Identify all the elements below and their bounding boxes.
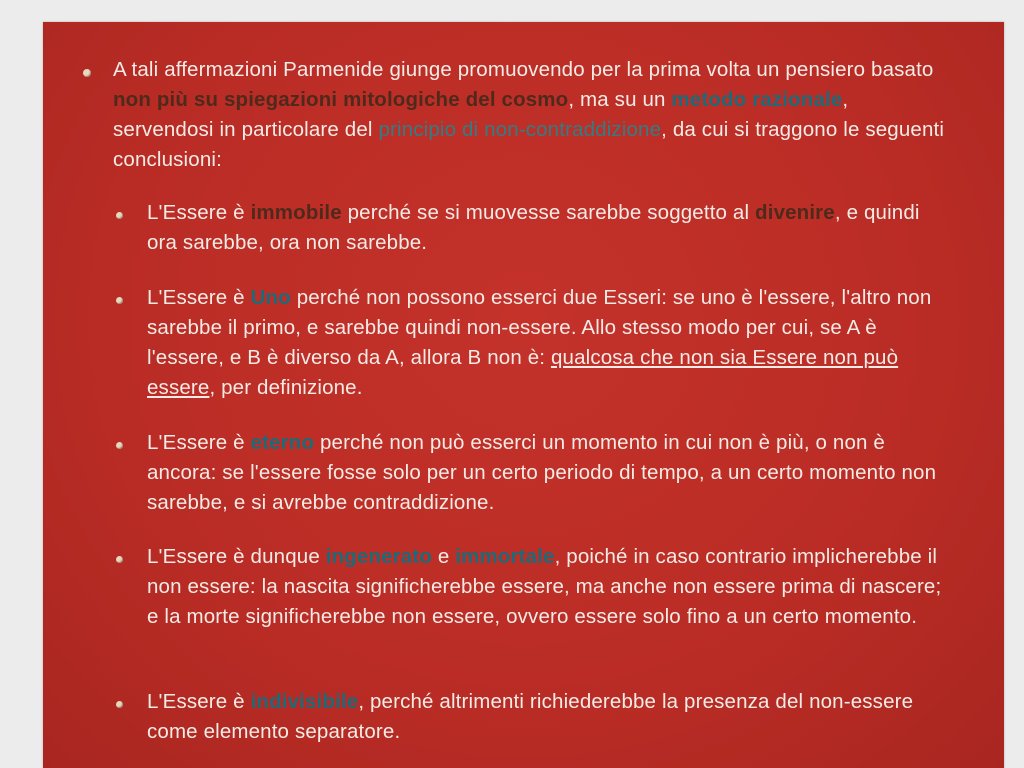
intro-text-3: , servendosi in particolare del bbox=[113, 88, 849, 141]
bullet-dot-icon bbox=[116, 701, 123, 708]
bullet-dot-icon bbox=[116, 556, 123, 563]
item-text: L'Essere è bbox=[147, 431, 251, 454]
bullet-dot-icon bbox=[83, 69, 91, 77]
underlined-definition: qualcosa che non sia Essere non può essere bbox=[147, 346, 899, 399]
item-text: perché se si muovesse sarebbe soggetto al bbox=[341, 201, 756, 224]
highlight-non-mitologiche: non più su spiegazioni mitologiche del cosmo bbox=[113, 88, 569, 111]
item-text: , perché altrimenti richiederebbe la presenza del non-essere come elemento separatore. bbox=[147, 690, 914, 743]
list-item-uno bbox=[147, 283, 947, 403]
intro-text-1: A tali affermazioni Parmenide giunge promuovendo per la prima volta un pensiero basato bbox=[113, 58, 934, 81]
list-item-ingenerato bbox=[147, 542, 947, 632]
intro-paragraph bbox=[113, 55, 953, 175]
item-text: , per definizione. bbox=[209, 376, 363, 399]
intro-text-4: , da cui si traggono le seguenti conclusioni: bbox=[113, 118, 945, 171]
item-text: , poiché in caso contrario implicherebbe il non essere: la nascita significherebbe essere, ma anche non essere prima di nascere; e la morte significherebbe non essere, ovvero essere solo fino a un certo momento. bbox=[147, 545, 942, 628]
item-text: L'Essere è dunque bbox=[147, 545, 326, 568]
item-text: L'Essere è bbox=[147, 201, 251, 224]
highlight-immobile: immobile bbox=[250, 201, 342, 224]
item-text: perché non può esserci un momento in cui non è più, o non è ancora: se l'essere fosse solo per un certo periodo di tempo, a un certo momento non sarebbe, e si avrebbe contraddizione. bbox=[147, 431, 937, 514]
bullet-dot-icon bbox=[116, 212, 123, 219]
highlight-ingenerato: ingenerato bbox=[325, 545, 433, 568]
list-item-immobile bbox=[147, 198, 947, 258]
item-text: L'Essere è bbox=[147, 286, 251, 309]
item-text: L'Essere è bbox=[147, 690, 251, 713]
highlight-divenire: divenire bbox=[755, 201, 835, 224]
item-text: , e quindi ora sarebbe, ora non sarebbe. bbox=[147, 201, 920, 254]
item-text: e bbox=[432, 545, 456, 568]
intro-text-2: , ma su un bbox=[568, 88, 672, 111]
bullet-dot-icon bbox=[116, 297, 123, 304]
list-item-eterno bbox=[147, 428, 947, 518]
item-text: perché non possono esserci due Esseri: se uno è l'essere, l'altro non sarebbe il primo, e sarebbe quindi non-essere. Allo stesso modo per cui, se A è l'essere, e B è diverso da A, allora B non è: bbox=[147, 286, 932, 369]
highlight-principio-non-contraddizione: principio di non-contraddizione bbox=[378, 118, 662, 141]
highlight-uno: Uno bbox=[250, 286, 291, 309]
bullet-dot-icon bbox=[116, 442, 123, 449]
list-item-indivisibile bbox=[147, 687, 947, 747]
highlight-eterno: eterno bbox=[250, 431, 315, 454]
highlight-immortale: immortale bbox=[455, 545, 555, 568]
highlight-metodo-razionale: metodo razionale bbox=[671, 88, 843, 111]
highlight-indivisibile: indivisibile bbox=[250, 690, 359, 713]
